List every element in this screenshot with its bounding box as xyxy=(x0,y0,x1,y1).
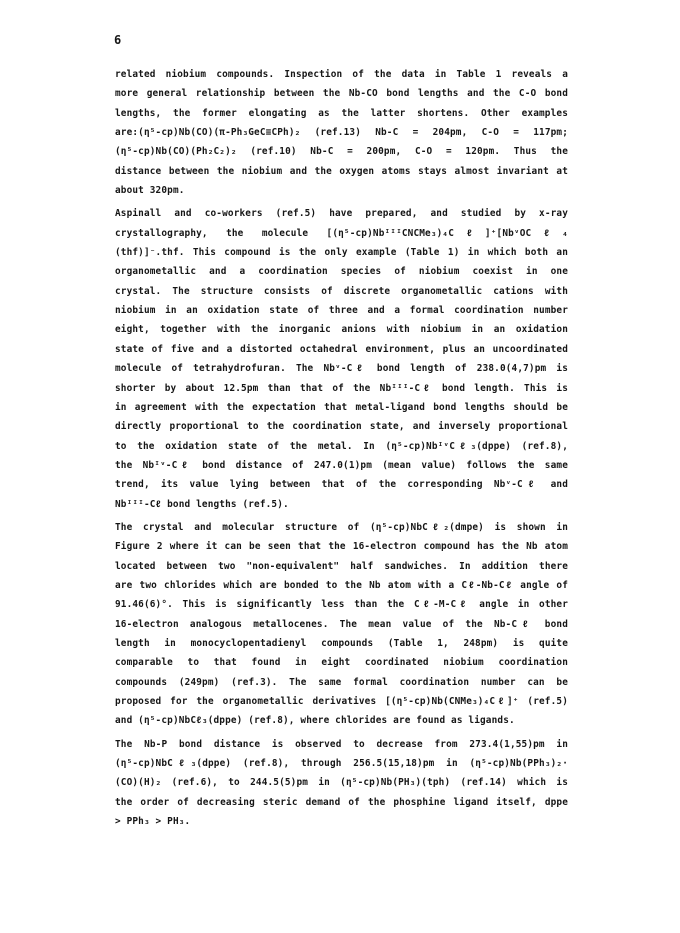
text-line: 91.46(6)°. This is significantly less than the Cℓ-M-Cℓ angle in other xyxy=(115,599,568,611)
text-line: are:(η⁵-cp)Nb(CO)(π-Ph₃GeC≡CPh)₂ (ref.13) Nb-C = 204pm, C-O = 117pm; xyxy=(115,127,568,139)
text-line: in agreement with the expectation that metal-ligand bond lengths should be xyxy=(115,401,568,413)
text-line: (η⁵-cp)NbCℓ₃(dppe) (ref.8), through 256.5(15,18)pm in (η⁵-cp)Nb(PPh₃)₂· xyxy=(115,758,568,770)
text-line: organometallic and a coordination species of niobium coexist in one xyxy=(115,266,568,278)
text-line: The crystal and molecular structure of (η⁵-cp)NbCℓ₂(dmpe) is shown in xyxy=(115,521,568,533)
text-line: > PPh₃ > PH₃. xyxy=(115,816,191,828)
text-line: 16-electron analogous metallocenes. The mean value of the Nb-Cℓ bond xyxy=(115,618,568,630)
body-text xyxy=(115,65,568,835)
text-line: Nbᴵᴵᴵ-Cℓ bond lengths (ref.5). xyxy=(115,498,289,510)
text-line: Figure 2 where it can be seen that the 16-electron compound has the Nb atom xyxy=(115,541,568,553)
text-line: state of five and a distorted octahedral environment, plus an uncoordinated xyxy=(115,343,568,355)
text-line: (CO)(H)₂ (ref.6), to 244.5(5)pm in (η⁵-cp)Nb(PH₃)(tph) (ref.14) which is xyxy=(115,777,568,789)
text-line: eight, together with the inorganic anions with niobium in an oxidation xyxy=(115,324,568,336)
text-line: (thf)]⁻.thf. This compound is the only example (Table 1) in which both an xyxy=(115,247,568,259)
text-line: The Nb-P bond distance is observed to decrease from 273.4(1,55)pm in xyxy=(115,738,568,750)
text-line: crystal. The structure consists of discrete organometallic cations with xyxy=(115,285,568,297)
text-line: directly proportional to the coordination state, and inversely proportional xyxy=(115,421,568,433)
paragraph xyxy=(115,735,568,832)
text-line: distance between the niobium and the oxygen atoms stays almost invariant at xyxy=(115,165,568,177)
text-line: (η⁵-cp)Nb(CO)(Ph₂C₂)₂ (ref.10) Nb-C = 200pm, C-O = 120pm. Thus the xyxy=(115,146,568,158)
text-line: the Nbᴵᵛ-Cℓ bond distance of 247.0(1)pm (mean value) follows the same xyxy=(115,459,568,471)
text-line: lengths, the former elongating as the latter shortens. Other examples xyxy=(115,107,568,119)
text-line: compounds (249pm) (ref.3). The same formal coordination number can be xyxy=(115,676,568,688)
text-line: to the oxidation state of the metal. In (η⁵-cp)NbᴵᵛCℓ₃(dppe) (ref.8), xyxy=(115,440,568,452)
text-line: niobium in an oxidation state of three and a formal coordination number xyxy=(115,305,568,317)
paragraph xyxy=(115,65,568,200)
text-line: Aspinall and co-workers (ref.5) have prepared, and studied by x-ray xyxy=(115,208,568,220)
paragraph xyxy=(115,518,568,731)
text-line: length in monocyclopentadienyl compounds (Table 1, 248pm) is quite xyxy=(115,637,568,649)
text-line: the order of decreasing steric demand of the phosphine ligand itself, dppe xyxy=(115,796,568,808)
text-line: located between two "non-equivalent" half sandwiches. In addition there xyxy=(115,560,568,572)
text-line: and (η⁵-cp)NbCℓ₃(dppe) (ref.8), where chlorides are found as ligands. xyxy=(115,715,515,727)
text-line: more general relationship between the Nb-CO bond lengths and the C-O bond xyxy=(115,88,568,100)
text-line: shorter by about 12.5pm than that of the Nbᴵᴵᴵ-Cℓ bond length. This is xyxy=(115,382,568,394)
paragraph xyxy=(115,204,568,514)
text-line: about 320pm. xyxy=(115,185,185,197)
text-line: crystallography, the molecule [(η⁵-cp)NbᴵᴵᴵCNCMe₃)₄Cℓ]⁺[NbᵛOCℓ₄ xyxy=(115,227,568,239)
page-number: 6 xyxy=(114,33,122,47)
text-line: are two chlorides which are bonded to the Nb atom with a Cℓ-Nb-Cℓ angle of xyxy=(115,579,568,591)
text-line: molecule of tetrahydrofuran. The Nbᵛ-Cℓ bond length of 238.0(4,7)pm is xyxy=(115,363,568,375)
text-line: proposed for the organometallic derivatives [(η⁵-cp)Nb(CNMe₃)₄Cℓ]⁺ (ref.5) xyxy=(115,696,568,707)
text-line: trend, its value lying between that of the corresponding Nbᵛ-Cℓ and xyxy=(115,479,568,491)
text-line: related niobium compounds. Inspection of the data in Table 1 reveals a xyxy=(115,69,568,80)
text-line: comparable to that found in eight coordinated niobium coordination xyxy=(115,657,568,669)
